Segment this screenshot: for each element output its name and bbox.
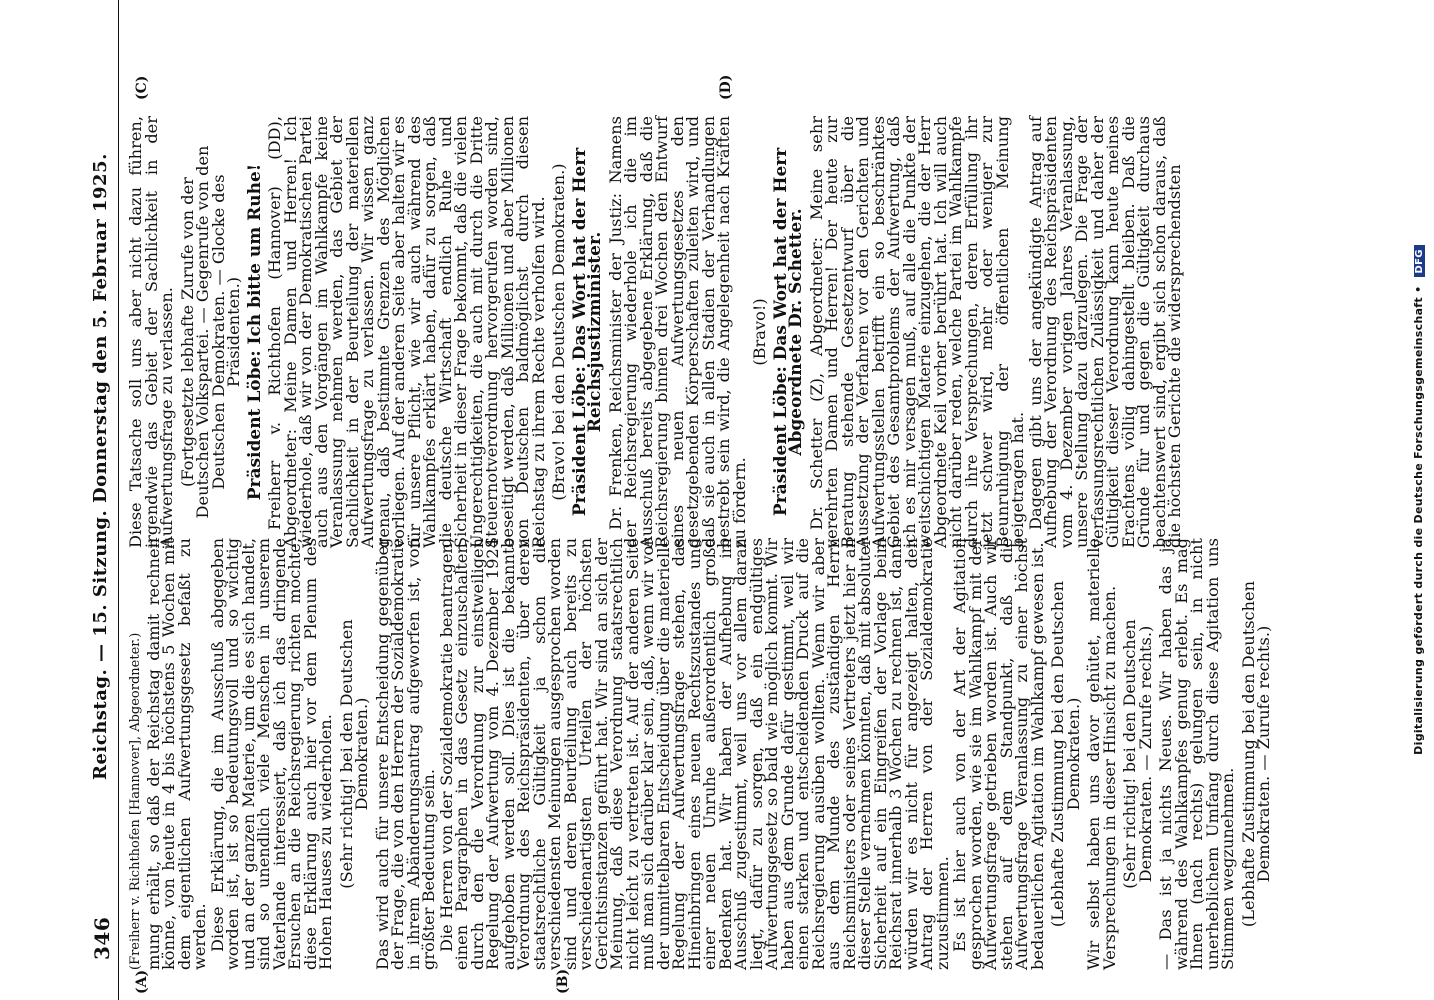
paragraph: Dr. Schetter (Z), Abgeordneter: Meine sehr verehrten Damen und Herren! Der heute zur Beratung stehende Gesetzentwurf über die Aussetzung der Verfahren vor den Gerichten und Aufwertungsstellen betrifft ein so beschränktes Gebiet des Gesamtproblems der Aufwertung, daß ich es mir versagen muß, auf alle die Punkte der weitschichtigen Materie einzugehen, die der Herr Abgeordnete Keil vorher berührt hat. Ich will auch nicht darüber reden, welche Partei im Wahlkampfe durch ihre Versprechungen, deren Erfüllung ihr jetzt schwer wird, mehr oder weniger zur Beunruhigung der öffentlichen Meinung beigetragen hat. [806,116,1027,548]
margin-marker-b: (B) [555,968,571,994]
paragraph: Freiherr v. Richthofen (Hannover) (DD), Abgeordneter: Meine Damen und Herren! Ich wiederhole, daß wir von der Demokratischen Partei auch aus den Vorgängen im Wahlkampfe keine Veranlassung nehmen werden, das Gebiet der Sachlichkeit in der Beurteilung der materiellen Aufwertungsfrage zu verlassen. Wir wissen ganz genau, daß bestimmte Grenzen des Möglichen vorliegen. Auf der anderen Seite aber halten wir es für unsere Pflicht, wie wir auch während des Wahlkampfes erklärt haben, dafür zu sorgen, daß die deutsche Wirtschaft endlich Ruhe und Sicherheit in dieser Frage bekommt, daß die vielen Ungerechtigkeiten, die auch mit durch die Dritte Steuernotverordnung hervorgerufen worden sind, beseitigt werden, daß Millionen und aber Millionen von Deutschen baldmöglichst durch diesen Reichstag zu ihrem Rechte verholfen wird. [265,116,548,548]
paragraph: mung erhält, so daß der Reichstag damit rechnen könne, von heute in 4 bis höchstens 5 Wochen mit dem eigentlichen Aufwertungsgesetz befaßt zu werden. [143,538,209,970]
paragraph: — Das ist ja nichts Neues. Wir haben das ja während des Wahlkampfes genug erlebt. Es mag Ihnen (nach rechts) gelungen sein, in nicht unerheblichem Umfang durch diese Agitation uns Stimmen wegzunehmen. [1156,538,1237,970]
page-title: Reichstag. — 15. Sitzung. Donnerstag den 5. Februar 1925. [90,153,111,780]
interjection: (Bravo! bei den Deutschen Demokraten.) [549,163,568,501]
page-header [84,0,119,1000]
interjection: (Fortgesetzte lebhafte Zurufe von der Deutschen Volkspartei. — Gegenrufe von den Deutschen Demokraten. — Glocke des Präsidenten.) [177,145,243,519]
paragraph: Dagegen gibt uns der angekündigte Antrag auf Aufhebung der Verordnung des Reichspräsidenten vom 4. Dezember vorigen Jahres Veranlassung, unsere Stellung dazu darzulegen. Die Frage der verfassungsrechtlichen Zulässigkeit und daher der Gültigkeit dieser Verordnung kann heute meines Erachtens völlig dahingestellt bleiben. Daß die Gründe für und gegen die Gültigkeit durchaus beachtenswert sind, ergibt sich schon daraus, daß die höchsten Gerichte die widersprechendsten [1025,116,1184,548]
paragraph: Die Herren von der Sozialdemokratie beantragen, einen Paragraphen in das Gesetz einzuschalten, durch den die Verordnung zur einstweiligen Regelung der Aufwertung vom 4. Dezember 1924 aufgehoben werden soll. Dies ist die bekannte Verordnung des Reichspräsidenten, über deren staatsrechtliche Gültigkeit ja schon die verschiedensten Meinungen ausgesprochen worden sind und deren Beurteilung auch bereits zu verschiedenartigsten Urteilen der höchsten Gerichtsinstanzen geführt hat. Wir sind an sich der Meinung, daß diese Verordnung staatsrechtlich nicht leicht zu vertreten ist. Auf der anderen Seite muß man sich darüber klar sein, daß, wenn wir vor der unmittelbaren Entscheidung über die materielle Regelung der Aufwertungsfrage stehen, das Hineinbringen eines neuen Rechtszustandes und einer neuen Unruhe außerordentlich große Bedenken hat. Wir haben der Aufhebung im Ausschuß zugestimmt, weil uns vor allem daran liegt, dafür zu sorgen, daß ein endgültiges Aufwertungsgesetz so bald wie möglich kommt. Wir haben aus dem Grunde dafür gestimmt, weil wir einen starken und entscheidenden Druck auf die Reichsregierung ausüben wollten. Wenn wir aber aus dem Munde des zuständigen Herrn Reichsministers oder seines Vertreters jetzt hier an dieser Stelle vernehmen könnten, daß mit absoluter Sicherheit auf ein Eingreifen der Vorlage beim Reichsrat innerhalb 3 Wochen zu rechnen ist, dann würden wir es nicht für angezeigt halten, den Antrag der Herren von der Sozialdemokratie zuzustimmen. [436,538,952,970]
speaker-reference: (Freiherr v. Richthofen [Hannover], Abgeordneter.) [128,632,143,970]
margin-marker-c: (C) [134,75,150,100]
digitization-credit [1412,0,1432,1000]
paragraph: Diese Tatsache soll uns aber nicht dazu führen, irgendwie das Gebiet der Sachlichkeit in der Aufwertungsfrage zu verlassen. [126,116,176,548]
paragraph: Diese Erklärung, die im Ausschuß abgegeben worden ist, ist so bedeutungsvoll und so wichtig und an der ganzen Materie, um die es sich handelt, sind so unendlich viele Menschen in unserem Vaterlande interessiert, daß ich das dringende Ersuchen an die Reichsregierung richten möchte, diese Erklärung auch hier vor dem Plenum des Hohen Hauses zu wiederholen. [207,538,335,970]
interjection: (Sehr richtig! bei den Deutschen Demokraten. — Zurufe rechts.) [1120,619,1155,889]
paragraph: Wir selbst haben uns davor gehütet, materielle Versprechungen in dieser Hinsicht zu machen. [1084,538,1119,970]
credit-text: Digitalisierung gefördert durch die Deutsche Forschungsgemeinschaft • [1412,285,1425,755]
page-number: 346 [90,916,114,960]
right-column [128,116,1185,548]
margin-marker-a: (A) [134,969,150,994]
president-remark: Präsident Löbe: Das Wort hat der Herr Abgeordnete Dr. Schetter. [770,147,806,517]
paragraph: Dr. Frenken, Reichsminister der Justiz: Namens der Reichsregierung wiederhole ich die im Ausschuß bereits abgegebene Erklärung, daß die Reichsregierung binnen drei Wochen den Entwurf eines neuen Aufwertungsgesetzes den gesetzgebenden Körperschaften zuleiten wird, und daß sie auch in allen Stadien der Verhandlungen bestrebt sein wird, die Angelegenheit nach Kräften zu fördern. [605,116,749,548]
margin-marker-d: (D) [718,74,734,100]
left-column [128,538,1277,970]
interjection: (Lebhafte Zustimmung bei den Deutschen Demokraten. — Zurufe rechts.) [1238,580,1273,928]
interjection: (Lebhafte Zustimmung bei den Deutschen Demokraten.) [1048,580,1083,928]
interjection: (Sehr richtig! bei den Deutschen Demokraten.) [336,619,371,889]
interjection: (Bravo!) [750,298,769,366]
dfg-logo: DFG [1414,245,1425,277]
paragraph: Es ist hier auch von der Art der Agitation gesprochen worden, wie sie im Wahlkampf mit der Aufwertungsfrage getrieben worden ist. Auch wir stehen auf dem Standpunkt, daß die Aufwertungsfrage Veranlassung zu einer höchst bedauerlichen Agitation im Wahlkampf gewesen ist. [950,538,1047,970]
president-remark: Präsident Löbe: Ich bitte um Ruhe! [244,163,265,501]
president-remark: Präsident Löbe: Das Wort hat der Herr Reichsjustizminister. [569,147,605,517]
paragraph: Das wird auch für unsere Entscheidung gegenüber der Frage, die von den Herren der Sozialdemokratie in ihrem Abänderungsantrag aufgeworfen ist, von größter Bedeutung sein. [372,538,438,970]
